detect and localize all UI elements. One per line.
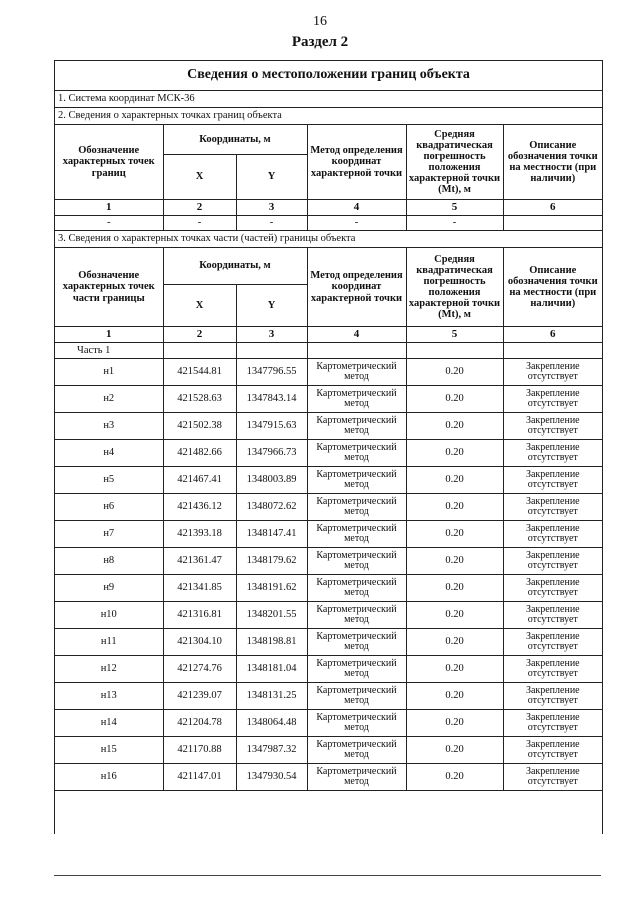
part-header-coordinates: Координаты, м xyxy=(163,248,307,285)
point-name: н6 xyxy=(55,494,163,521)
point-x: 421544.81 xyxy=(163,359,236,386)
table-row xyxy=(55,737,602,764)
point-description: Закрепление отсутствует xyxy=(503,575,602,602)
point-method: Картометрический метод xyxy=(307,413,406,440)
point-method: Картометрический метод xyxy=(307,494,406,521)
point-name: н13 xyxy=(55,683,163,710)
point-method: Картометрический метод xyxy=(307,386,406,413)
point-y: 1347930.54 xyxy=(236,764,307,791)
point-y: 1348179.62 xyxy=(236,548,307,575)
point-description: Закрепление отсутствует xyxy=(503,737,602,764)
point-description: Закрепление отсутствует xyxy=(503,386,602,413)
point-description: Закрепление отсутствует xyxy=(503,359,602,386)
point-name: н9 xyxy=(55,575,163,602)
point-name: н11 xyxy=(55,629,163,656)
point-error: 0.20 xyxy=(406,548,503,575)
table-row xyxy=(55,710,602,737)
point-name: н2 xyxy=(55,386,163,413)
point-error: 0.20 xyxy=(406,710,503,737)
point-x: 421467.41 xyxy=(163,467,236,494)
point-y: 1348191.62 xyxy=(236,575,307,602)
point-x: 421274.76 xyxy=(163,656,236,683)
table-row xyxy=(55,602,602,629)
point-y: 1348072.62 xyxy=(236,494,307,521)
table-row xyxy=(55,467,602,494)
point-description: Закрепление отсутствует xyxy=(503,710,602,737)
point-description: Закрепление отсутствует xyxy=(503,467,602,494)
boundary-info-table xyxy=(54,60,603,834)
point-x: 421204.78 xyxy=(163,710,236,737)
point-error: 0.20 xyxy=(406,494,503,521)
part-column-numbers-row: 1 2 3 4 5 6 xyxy=(55,327,602,343)
table-row xyxy=(55,683,602,710)
point-x: 421393.18 xyxy=(163,521,236,548)
header-designation: Обозначение характерных точек границ xyxy=(55,125,163,200)
table-row xyxy=(55,521,602,548)
point-description: Закрепление отсутствует xyxy=(503,494,602,521)
table-row xyxy=(55,656,602,683)
point-x: 421502.38 xyxy=(163,413,236,440)
point-error: 0.20 xyxy=(406,629,503,656)
point-y: 1348201.55 xyxy=(236,602,307,629)
point-y: 1347796.55 xyxy=(236,359,307,386)
point-x: 421341.85 xyxy=(163,575,236,602)
point-method: Картометрический метод xyxy=(307,656,406,683)
point-description: Закрепление отсутствует xyxy=(503,629,602,656)
point-name: н15 xyxy=(55,737,163,764)
point-x: 421170.88 xyxy=(163,737,236,764)
point-y: 1348064.48 xyxy=(236,710,307,737)
header-error: Средняя квадратическая погрешность положения характерной точки (Mt), м xyxy=(406,125,503,200)
point-method: Картометрический метод xyxy=(307,467,406,494)
point-y: 1348147.41 xyxy=(236,521,307,548)
header-x: X xyxy=(163,155,236,200)
table-row xyxy=(55,440,602,467)
part-label: Часть 1 xyxy=(55,343,163,359)
point-y: 1347915.63 xyxy=(236,413,307,440)
point-description: Закрепление отсутствует xyxy=(503,683,602,710)
point-method: Картометрический метод xyxy=(307,359,406,386)
part-header-description: Описание обозначения точки на местности (при наличии) xyxy=(503,248,602,327)
part-header-designation: Обозначение характерных точек части границы xyxy=(55,248,163,327)
point-name: н16 xyxy=(55,764,163,791)
table-row xyxy=(55,359,602,386)
part-header-method: Метод определения координат характерной точки xyxy=(307,248,406,327)
point-method: Картометрический метод xyxy=(307,548,406,575)
point-description: Закрепление отсутствует xyxy=(503,440,602,467)
point-x: 421528.63 xyxy=(163,386,236,413)
point-method: Картометрический метод xyxy=(307,440,406,467)
point-y: 1348181.04 xyxy=(236,656,307,683)
subsection-3-title: 3. Сведения о характерных точках части (частей) границы объекта xyxy=(55,231,602,248)
table-row xyxy=(55,629,602,656)
point-y: 1347966.73 xyxy=(236,440,307,467)
point-method: Картометрический метод xyxy=(307,575,406,602)
section-title: Раздел 2 xyxy=(291,34,349,50)
table-row xyxy=(55,548,602,575)
point-description: Закрепление отсутствует xyxy=(503,602,602,629)
point-x: 421361.47 xyxy=(163,548,236,575)
point-method: Картометрический метод xyxy=(307,521,406,548)
point-name: н7 xyxy=(55,521,163,548)
point-error: 0.20 xyxy=(406,683,503,710)
point-error: 0.20 xyxy=(406,440,503,467)
point-x: 421316.81 xyxy=(163,602,236,629)
table-row xyxy=(55,386,602,413)
header-coordinates: Координаты, м xyxy=(163,125,307,155)
point-error: 0.20 xyxy=(406,602,503,629)
coordinate-system: 1. Система координат МСК-36 xyxy=(55,91,602,108)
empty-dash-row: - - - - - xyxy=(55,216,602,231)
point-y: 1348003.89 xyxy=(236,467,307,494)
table-row xyxy=(55,413,602,440)
point-x: 421147.01 xyxy=(163,764,236,791)
table-row xyxy=(55,494,602,521)
point-name: н5 xyxy=(55,467,163,494)
point-name: н12 xyxy=(55,656,163,683)
point-description: Закрепление отсутствует xyxy=(503,764,602,791)
part-header-error: Средняя квадратическая погрешность положения характерной точки (Mt), м xyxy=(406,248,503,327)
column-numbers-row: 1 2 3 4 5 6 xyxy=(55,200,602,216)
point-name: н3 xyxy=(55,413,163,440)
header-description: Описание обозначения точки на местности (при наличии) xyxy=(503,125,602,200)
point-method: Картометрический метод xyxy=(307,683,406,710)
point-description: Закрепление отсутствует xyxy=(503,656,602,683)
point-name: н14 xyxy=(55,710,163,737)
point-error: 0.20 xyxy=(406,656,503,683)
point-method: Картометрический метод xyxy=(307,764,406,791)
point-error: 0.20 xyxy=(406,737,503,764)
point-method: Картометрический метод xyxy=(307,602,406,629)
part-header-y: Y xyxy=(236,285,307,327)
footer-divider xyxy=(54,875,601,876)
header-y: Y xyxy=(236,155,307,200)
subsection-2-title: 2. Сведения о характерных точках границ объекта xyxy=(55,108,602,125)
point-error: 0.20 xyxy=(406,413,503,440)
point-name: н1 xyxy=(55,359,163,386)
point-name: н4 xyxy=(55,440,163,467)
point-x: 421304.10 xyxy=(163,629,236,656)
table-title: Сведения о местоположении границ объекта xyxy=(55,61,602,91)
point-x: 421482.66 xyxy=(163,440,236,467)
point-error: 0.20 xyxy=(406,521,503,548)
point-method: Картометрический метод xyxy=(307,710,406,737)
table-row xyxy=(55,575,602,602)
point-name: н8 xyxy=(55,548,163,575)
point-y: 1348198.81 xyxy=(236,629,307,656)
table-row xyxy=(55,764,602,791)
point-description: Закрепление отсутствует xyxy=(503,548,602,575)
point-name: н10 xyxy=(55,602,163,629)
point-x: 421239.07 xyxy=(163,683,236,710)
page-number: 16 xyxy=(313,14,327,29)
point-error: 0.20 xyxy=(406,575,503,602)
point-description: Закрепление отсутствует xyxy=(503,413,602,440)
point-method: Картометрический метод xyxy=(307,737,406,764)
point-error: 0.20 xyxy=(406,467,503,494)
point-error: 0.20 xyxy=(406,764,503,791)
point-y: 1347987.32 xyxy=(236,737,307,764)
point-y: 1347843.14 xyxy=(236,386,307,413)
point-x: 421436.12 xyxy=(163,494,236,521)
point-method: Картометрический метод xyxy=(307,629,406,656)
point-description: Закрепление отсутствует xyxy=(503,521,602,548)
header-method: Метод определения координат характерной точки xyxy=(307,125,406,200)
part-header-x: X xyxy=(163,285,236,327)
point-error: 0.20 xyxy=(406,386,503,413)
part-label-row xyxy=(55,343,602,359)
point-error: 0.20 xyxy=(406,359,503,386)
point-y: 1348131.25 xyxy=(236,683,307,710)
